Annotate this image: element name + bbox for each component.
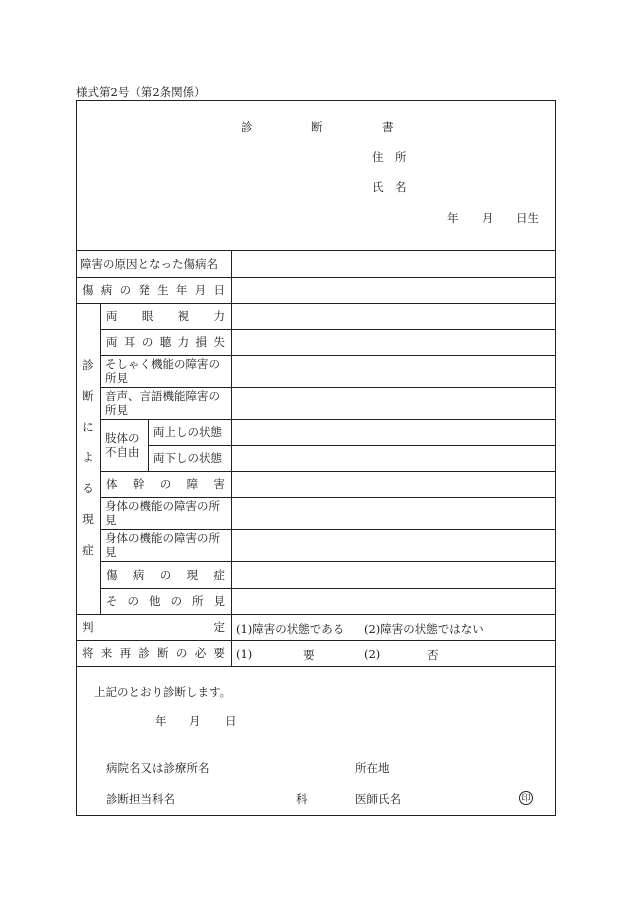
- cause-label: 障害の原因となった傷病名: [80, 256, 218, 271]
- future-option-1: 要: [303, 648, 315, 662]
- judgment-option-2: (2)障害の状態ではない: [364, 622, 484, 636]
- future-option-2: 否: [427, 648, 439, 662]
- title-char-1: 診: [241, 120, 253, 134]
- line-label-col: [231, 250, 232, 666]
- future-option-2-number: (2): [364, 647, 381, 661]
- birth-year: 年: [447, 211, 459, 225]
- future-rediagnosis-label: 将 来 再 診 断 の 必 要: [82, 646, 225, 660]
- vision-label: 両 眼 視 力: [106, 309, 225, 323]
- statement: 上記のとおり診断します。: [94, 685, 232, 699]
- title-char-2: 断: [311, 120, 323, 134]
- present-condition-label: 傷 病 の 現 症: [106, 567, 225, 582]
- birth-month: 月: [482, 211, 494, 225]
- date-year: 年: [155, 714, 167, 728]
- judgment-label: 判 定: [82, 620, 225, 634]
- speech-label: 音声、言語機能障害の所見: [105, 389, 220, 417]
- hearing-label: 両 耳 の 聴 力 損 失: [106, 335, 225, 349]
- other-findings-label: そ の 他 の 所 見: [106, 594, 225, 608]
- date-day: 日: [225, 714, 237, 728]
- name-label: 氏 名: [372, 180, 407, 194]
- department-label: 診断担当科名: [106, 792, 175, 806]
- date-month: 月: [189, 714, 201, 728]
- line-future-bottom: [76, 666, 556, 667]
- body-function-label-1: 身体の機能の障害の所見: [105, 499, 220, 527]
- seal-mark: 印: [519, 791, 533, 805]
- lower-limb-label: 両下しの状態: [153, 451, 222, 465]
- diagnosis-side-label: 診 断 に よ る 現 症: [82, 358, 94, 557]
- address-label: 住 所: [372, 150, 407, 164]
- department-suffix: 科: [296, 792, 308, 806]
- chewing-label: そしゃく機能の障害の所見: [105, 357, 220, 385]
- line-limb-col: [148, 419, 149, 471]
- onset-label: 傷 病 の 発 生 年 月 日: [82, 283, 225, 297]
- location-label: 所在地: [355, 761, 390, 775]
- judgment-option-1: (1)障害の状態である: [236, 622, 345, 636]
- title-char-3: 書: [382, 120, 394, 134]
- trunk-label: 体 幹 の 障 害: [106, 477, 225, 491]
- hospital-label: 病院名又は診療所名: [106, 761, 210, 775]
- body-function-label-2: 身体の機能の障害の所見: [105, 531, 220, 559]
- upper-limb-label: 両上しの状態: [153, 425, 222, 439]
- birth-day: 日生: [516, 211, 539, 225]
- form-number: 様式第2号（第2条関係）: [76, 85, 206, 99]
- doctor-name-label: 医師氏名: [355, 792, 401, 806]
- future-option-1-number: (1): [236, 647, 253, 661]
- limb-label: 肢体の不自由: [105, 431, 140, 459]
- line-side-col: [100, 303, 101, 614]
